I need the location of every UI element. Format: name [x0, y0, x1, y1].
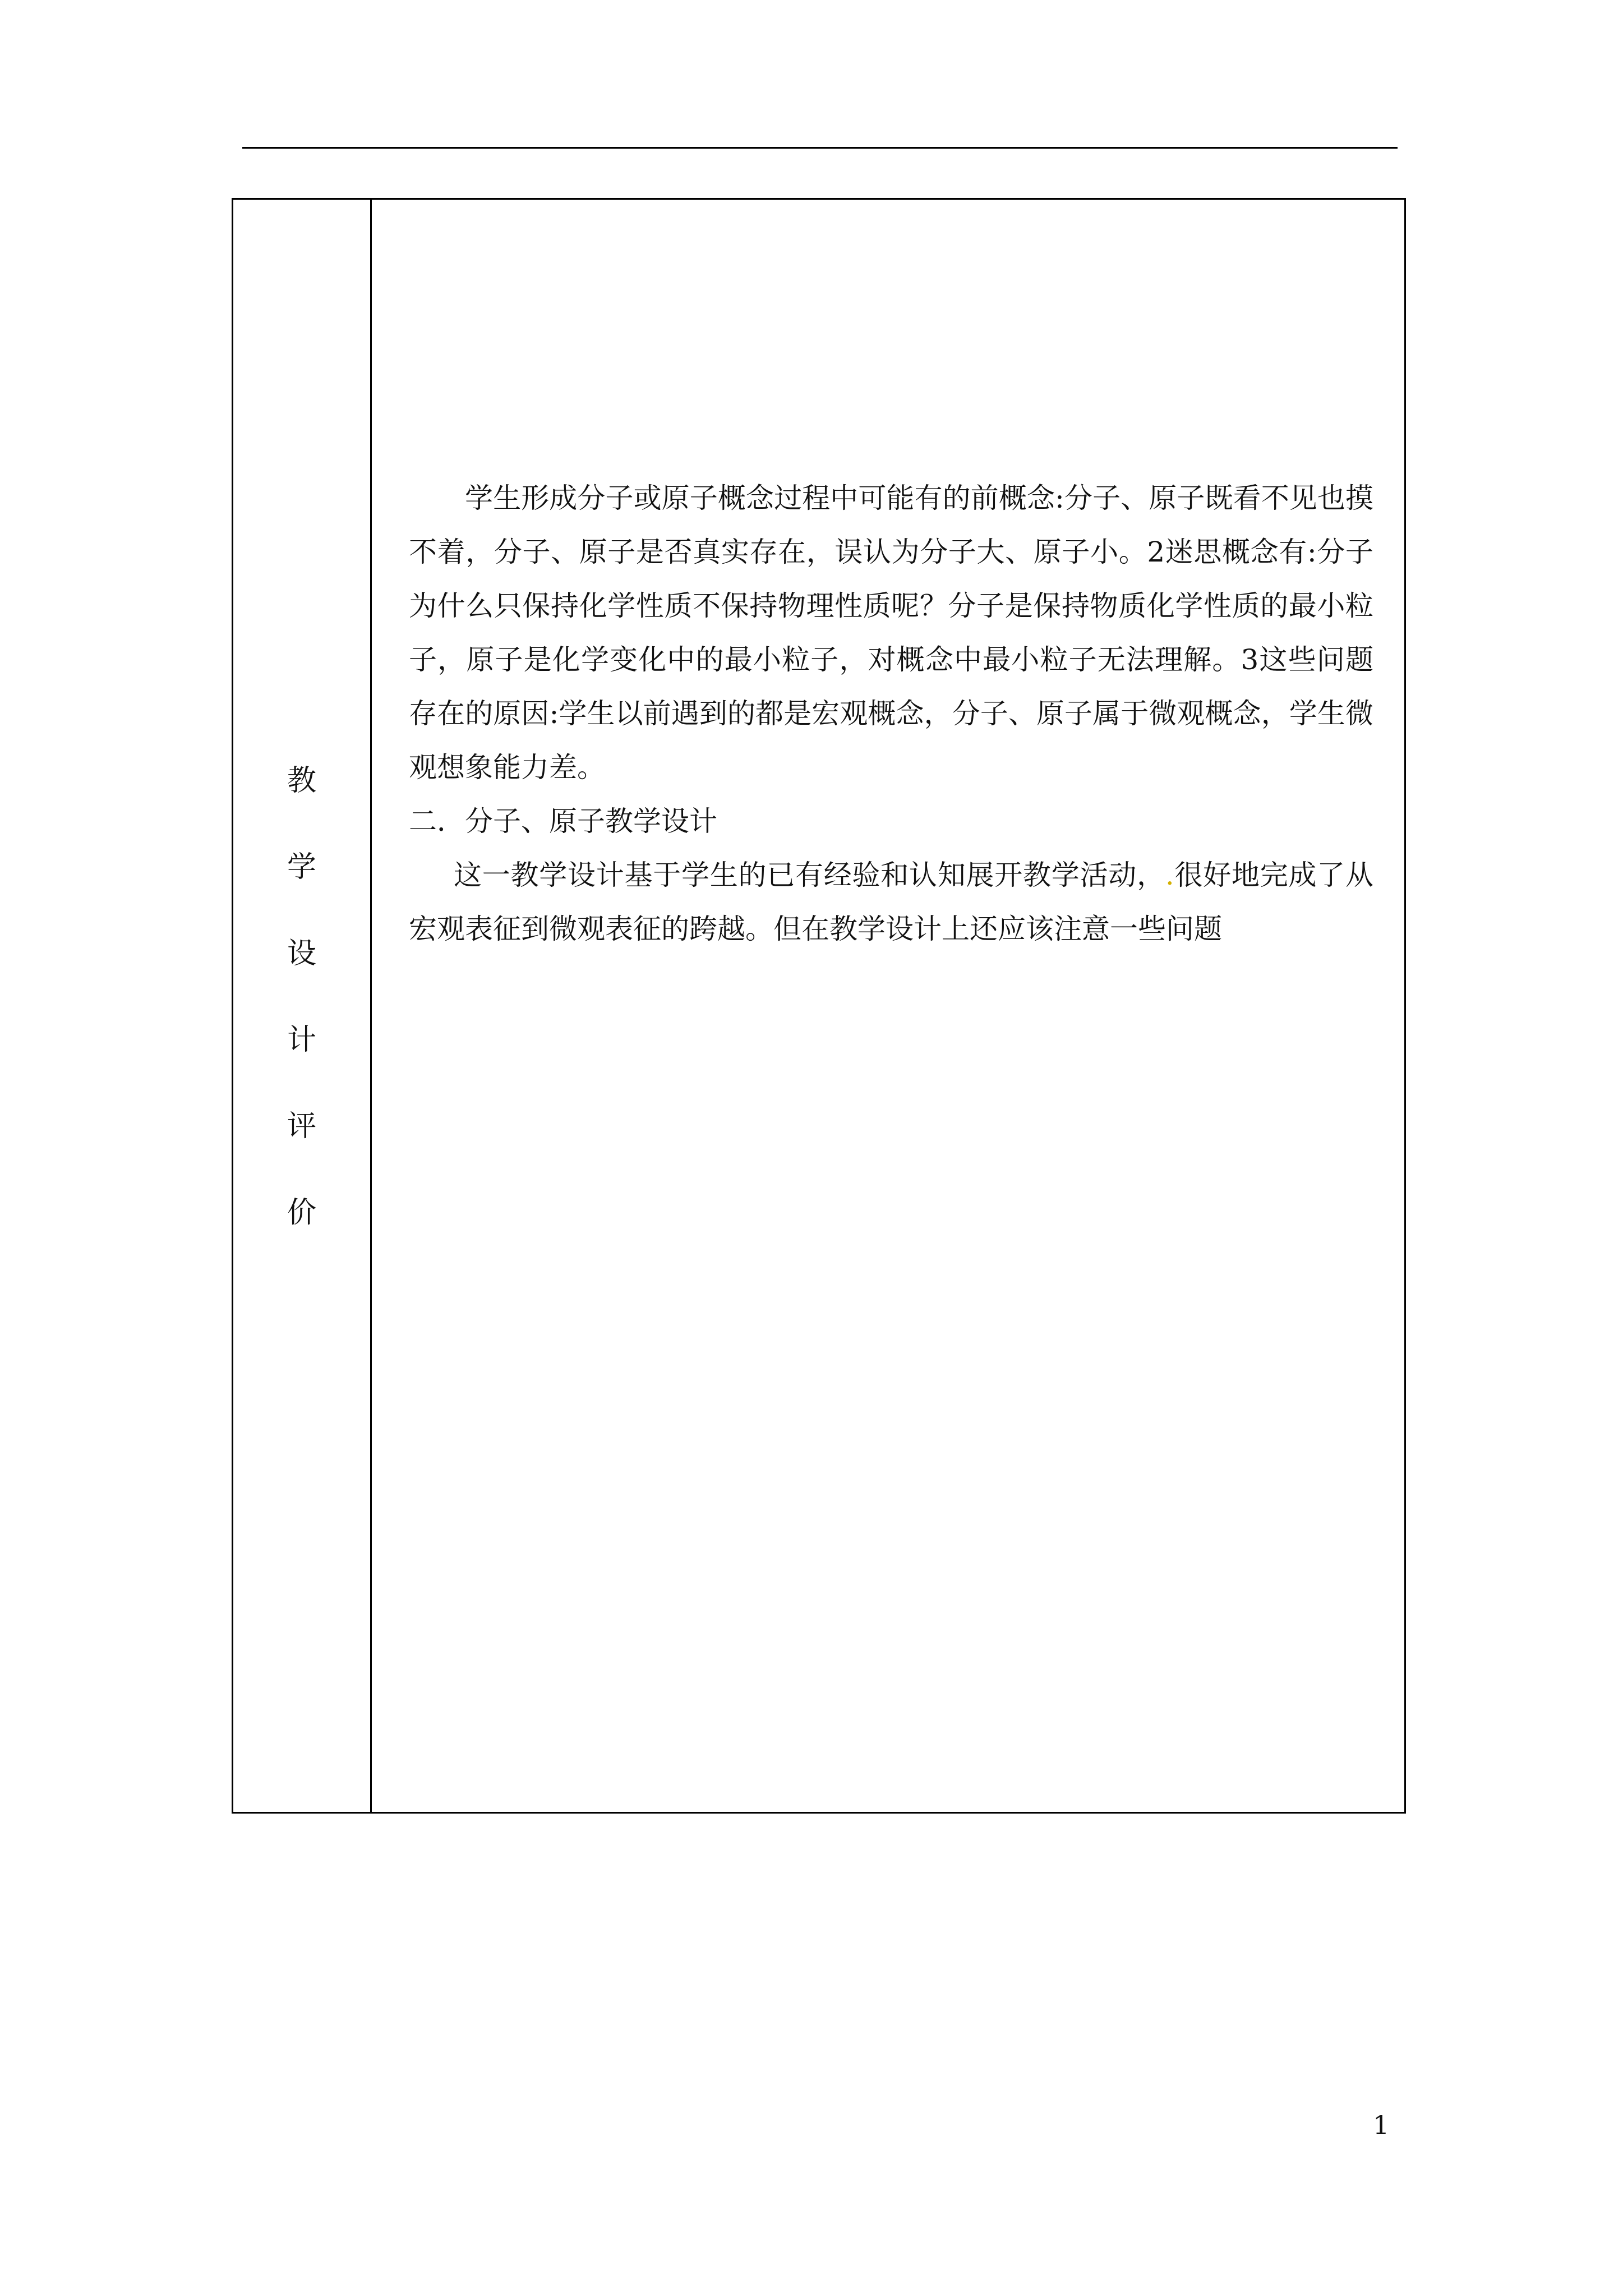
label-char: 教 — [287, 764, 316, 798]
evaluation-table — [232, 198, 1406, 1814]
label-char: 价 — [287, 1196, 316, 1230]
label-char: 学 — [287, 850, 316, 884]
highlight-mark: . — [1165, 859, 1174, 891]
content-body — [409, 471, 1373, 956]
section-heading: 二．分子、原子教学设计 — [409, 805, 717, 838]
design-paragraph — [409, 848, 1373, 956]
design-paragraph-start: 这一教学设计基于学生的已有经验和认知展开教学活动， — [454, 859, 1165, 891]
label-char: 评 — [287, 1110, 316, 1143]
page-number: 1 — [1373, 2110, 1390, 2140]
header-rule — [242, 147, 1398, 149]
content-cell — [372, 200, 1404, 1812]
vertical-label — [233, 766, 370, 1285]
misconception-paragraph: 学生形成分子或原子概念过程中可能有的前概念:分子、原子既看不见也摸不着，分子、原子是否真实存在，误认为分子大、原子小。2迷思概念有:分子为什么只保持化学性质不保持物理性质呢？分子是保持物质化学性质的最小粒子，原子是化学变化中的最小粒子，对概念中最小粒子无法理解。3这些问题存在的原因:学生以前遇到的都是宏观概念，分子、原子属于微观概念，学生微观想象能力差。 — [409, 482, 1373, 784]
label-char: 设 — [287, 937, 316, 970]
label-cell — [233, 200, 372, 1812]
label-char: 计 — [287, 1023, 316, 1057]
design-paragraph-end: 很好地完成了从宏观表征到微观表征的跨越。但在教学设计上还应该注意一些问题 — [409, 859, 1374, 945]
